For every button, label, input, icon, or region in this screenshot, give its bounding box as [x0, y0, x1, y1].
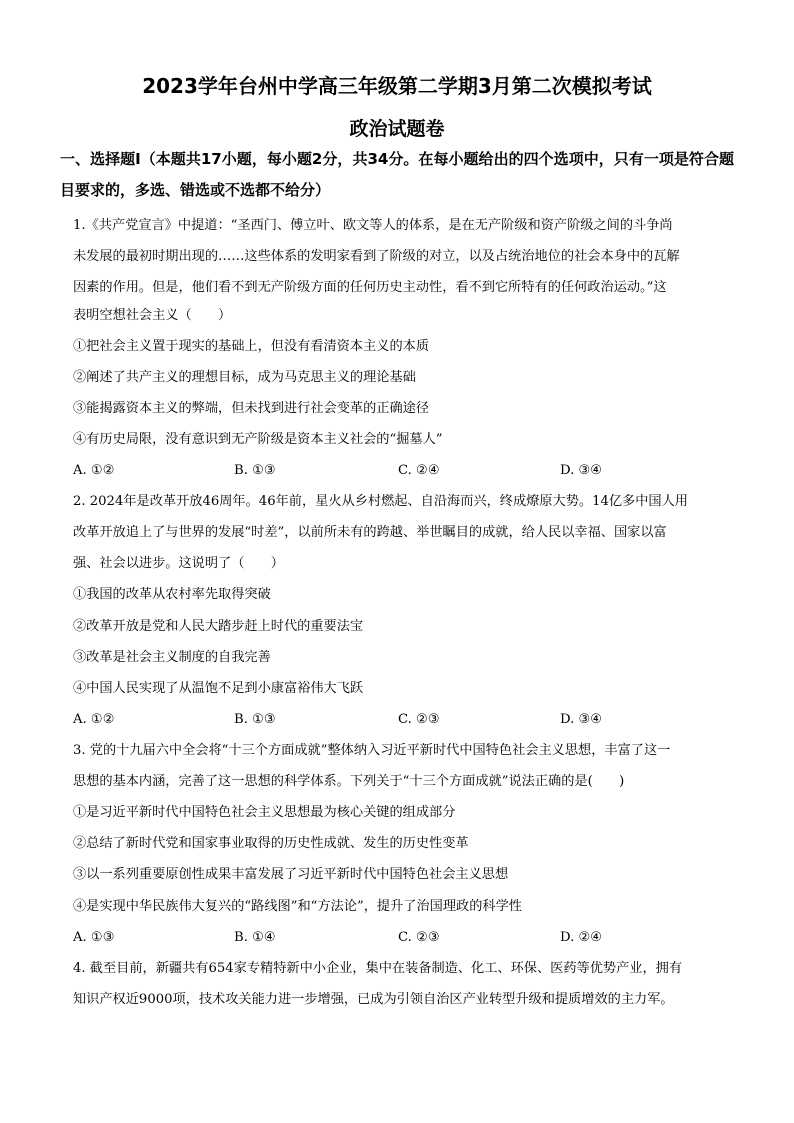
q2-option-b: B. ①③ [234, 712, 276, 727]
q2-options [73, 710, 723, 730]
q1-item-4: ④有历史局限，没有意识到无产阶级是资本主义社会的“掘墓人” [73, 432, 443, 447]
q2-item-2: ②改革开放是党和人民大踏步赶上时代的重要法宝 [73, 619, 364, 634]
q1-option-d: D. ③④ [560, 463, 603, 478]
q4-stem-line-1: 4. 截至目前，新疆共有654家专精特新中小企业，集中在装备制造、化工、环保、医药等优势产业，拥有 [73, 961, 683, 976]
q1-item-3: ③能揭露资本主义的弊端，但未找到进行社会变革的正确途径 [73, 401, 430, 416]
section-heading: 一、选择题Ⅰ（本题共17小题，每小题2分，共34分。在每小题给出的四个选项中，只有一项是符合题目要求的，多选、错选或不选都不给分） [60, 150, 734, 199]
q1-stem-line-3: 因素的作用。但是，他们看不到无产阶级方面的任何历史主动性，看不到它所特有的任何政治运动。”这 [73, 280, 667, 295]
q3-option-c: C. ②③ [398, 930, 440, 945]
q2-option-a: A. ①② [73, 712, 115, 727]
q2-stem-line-3: 强、社会以进步。这说明了（ ） [73, 556, 284, 571]
q3-item-1: ①是习近平新时代中国特色社会主义思想最为核心关键的组成部分 [73, 805, 456, 820]
q1-item-1: ①把社会主义置于现实的基础上，但没有看清资本主义的本质 [73, 339, 430, 354]
q3-item-2: ②总结了新时代党和国家事业取得的历史性成就、发生的历史性变革 [73, 836, 469, 851]
q2-stem-line-2: 改革开放追上了与世界的发展“时差”，以前所未有的跨越、举世瞩目的成就，给人民以幸福、国家以富 [73, 525, 667, 540]
q2-item-3: ③改革是社会主义制度的自我完善 [73, 650, 271, 665]
q1-stem-line-1: 1.《共产党宣言》中提道：“圣西门、傅立叶、欧文等人的体系，是在无产阶级和资产阶级之间的斗争尚 [73, 218, 673, 233]
q2-item-1: ①我国的改革从农村率先取得突破 [73, 587, 271, 602]
q3-stem-line-2: 思想的基本内涵，完善了这一思想的科学体系。下列关于“十三个方面成就”说法正确的是( ) [73, 774, 625, 789]
exam-subtitle: 政治试题卷 [349, 118, 445, 140]
q2-stem-line-1: 2. 2024年是改革开放46周年。46年前，星火从乡村燃起、自沿海而兴，终成燎原大势。14亿多中国人用 [73, 494, 688, 509]
q1-stem-line-2: 未发展的最初时期出现的……这些体系的发明家看到了阶级的对立，以及占统治地位的社会本身中的瓦解 [73, 249, 680, 264]
q1-option-a: A. ①② [73, 463, 115, 478]
q3-item-3: ③以一系列重要原创性成果丰富发展了习近平新时代中国特色社会主义思想 [73, 867, 509, 882]
q1-options [73, 461, 723, 481]
q1-item-2: ②阐述了共产主义的理想目标，成为马克思主义的理论基础 [73, 370, 416, 385]
exam-title: 2023学年台州中学高三年级第二学期3月第二次模拟考试 [142, 74, 652, 98]
q3-option-b: B. ①④ [234, 930, 276, 945]
q1-option-c: C. ②④ [398, 463, 440, 478]
q3-option-d: D. ②④ [560, 930, 603, 945]
q1-option-b: B. ①③ [234, 463, 276, 478]
q3-stem-line-1: 3. 党的十九届六中全会将“十三个方面成就”整体纳入习近平新时代中国特色社会主义思想，丰富了这一 [73, 743, 671, 758]
q3-item-4: ④是实现中华民族伟大复兴的“路线图”和“方法论”，提升了治国理政的科学性 [73, 899, 522, 914]
q2-option-d: D. ③④ [560, 712, 603, 727]
q3-option-a: A. ①③ [73, 930, 115, 945]
q1-stem-line-4: 表明空想社会主义（ ） [73, 308, 232, 323]
q2-item-4: ④中国人民实现了从温饱不足到小康富裕伟大飞跃 [73, 681, 364, 696]
q2-option-c: C. ②③ [398, 712, 440, 727]
q3-options [73, 928, 723, 948]
q4-stem-line-2: 知识产权近9000项，技术攻关能力进一步增强，已成为引领自治区产业转型升级和提质增效的主力军。 [73, 992, 674, 1007]
